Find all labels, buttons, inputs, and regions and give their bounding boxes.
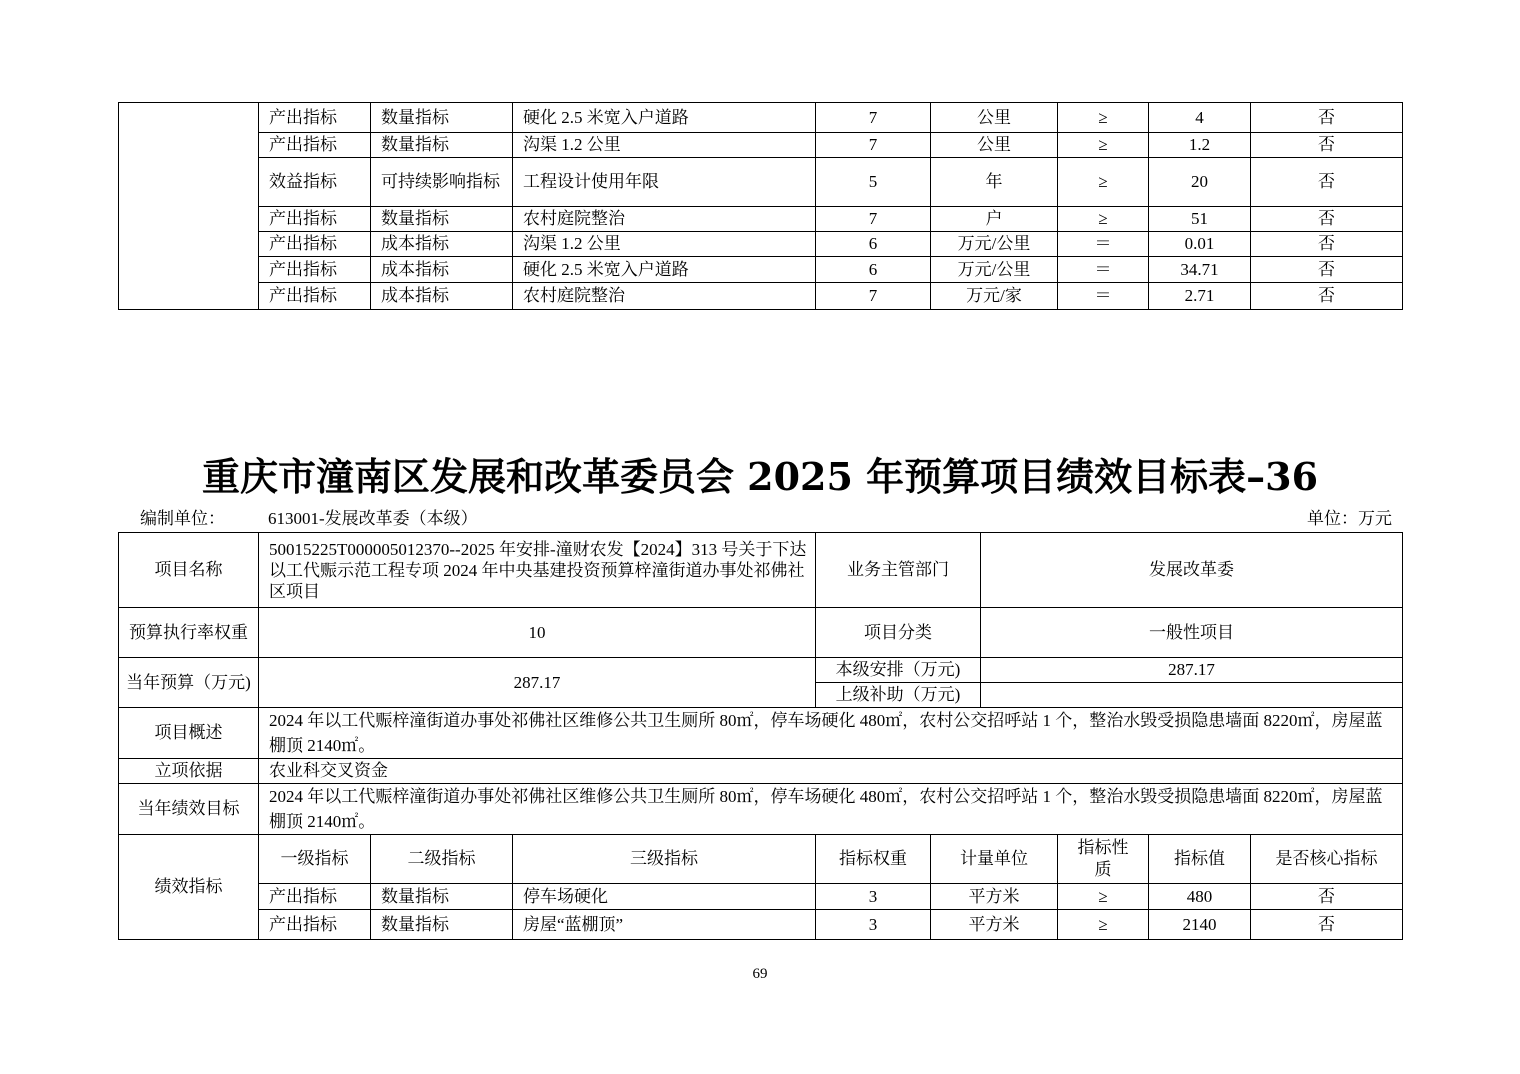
nature-cell: ≥ bbox=[1058, 884, 1149, 910]
blank-cell bbox=[119, 103, 259, 310]
table-row bbox=[119, 207, 1403, 232]
unit-cell: 万元/公里 bbox=[931, 257, 1058, 283]
table-row bbox=[119, 910, 1403, 940]
table-row bbox=[119, 103, 1403, 133]
currency-unit: 单位：万元 bbox=[1307, 509, 1392, 528]
level3-cell: 工程设计使用年限 bbox=[513, 158, 816, 207]
nature-cell: ＝ bbox=[1058, 283, 1149, 310]
budget-row bbox=[119, 658, 1403, 683]
level1-cell: 产出指标 bbox=[259, 207, 371, 232]
level1-cell: 产出指标 bbox=[259, 884, 371, 910]
level2-cell: 数量指标 bbox=[371, 103, 513, 133]
goal-row bbox=[119, 784, 1403, 835]
summary-row bbox=[119, 708, 1403, 759]
core-cell: 否 bbox=[1251, 884, 1403, 910]
table-row bbox=[119, 232, 1403, 257]
basis-value: 农业科交叉资金 bbox=[259, 759, 1403, 784]
perf-indicator-label: 绩效指标 bbox=[119, 835, 259, 940]
unit-cell: 公里 bbox=[931, 133, 1058, 158]
core-cell: 否 bbox=[1251, 158, 1403, 207]
value-cell: 2140 bbox=[1149, 910, 1251, 940]
nature-cell: ＝ bbox=[1058, 232, 1149, 257]
unit-value: 613001-发展改革委（本级） bbox=[268, 509, 478, 528]
core-cell: 否 bbox=[1251, 133, 1403, 158]
header-core: 是否核心指标 bbox=[1251, 835, 1403, 884]
core-cell: 否 bbox=[1251, 232, 1403, 257]
category-value: 一般性项目 bbox=[981, 608, 1403, 658]
unit-label: 编制单位： bbox=[140, 509, 225, 528]
project-name-value: 50015225T000005012370--2025 年安排-潼财农发【2024】313 号关于下达以工代赈示范工程专项 2024 年中央基建投资预算梓潼街道办事处祁佛社区项目 bbox=[259, 533, 816, 608]
upper-funding-value bbox=[981, 683, 1403, 708]
weight-cell: 6 bbox=[816, 257, 931, 283]
level1-cell: 产出指标 bbox=[259, 283, 371, 310]
exec-weight-row bbox=[119, 608, 1403, 658]
unit-cell: 万元/公里 bbox=[931, 232, 1058, 257]
unit-cell: 户 bbox=[931, 207, 1058, 232]
core-cell: 否 bbox=[1251, 910, 1403, 940]
nature-cell: ≥ bbox=[1058, 207, 1149, 232]
level2-cell: 可持续影响指标 bbox=[371, 158, 513, 207]
performance-goal-table bbox=[118, 532, 1403, 940]
summary-label: 项目概述 bbox=[119, 708, 259, 759]
weight-cell: 6 bbox=[816, 232, 931, 257]
dept-value: 发展改革委 bbox=[981, 533, 1403, 608]
value-cell: 0.01 bbox=[1149, 232, 1251, 257]
header-nature: 指标性质 bbox=[1058, 835, 1149, 884]
goal-value: 2024 年以工代赈梓潼街道办事处祁佛社区维修公共卫生厕所 80㎡，停车场硬化 480㎡，农村公交招呼站 1 个，整治水毁受损隐患墙面 8220㎡，房屋蓝棚顶 2140㎡。 bbox=[259, 784, 1403, 835]
weight-cell: 7 bbox=[816, 133, 931, 158]
basis-row bbox=[119, 759, 1403, 784]
header-level2: 二级指标 bbox=[371, 835, 513, 884]
table-row bbox=[119, 158, 1403, 207]
basis-label: 立项依据 bbox=[119, 759, 259, 784]
value-cell: 4 bbox=[1149, 103, 1251, 133]
weight-cell: 7 bbox=[816, 283, 931, 310]
nature-cell: ≥ bbox=[1058, 910, 1149, 940]
budget-label: 当年预算（万元) bbox=[119, 658, 259, 708]
indicator-header-row bbox=[119, 835, 1403, 884]
core-cell: 否 bbox=[1251, 103, 1403, 133]
level3-cell: 沟渠 1.2 公里 bbox=[513, 133, 816, 158]
nature-cell: ≥ bbox=[1058, 158, 1149, 207]
level3-cell: 沟渠 1.2 公里 bbox=[513, 232, 816, 257]
continuation-indicator-table bbox=[118, 102, 1403, 310]
upper-funding-label: 上级补助（万元) bbox=[816, 683, 981, 708]
weight-cell: 5 bbox=[816, 158, 931, 207]
project-name-label: 项目名称 bbox=[119, 533, 259, 608]
header-level3: 三级指标 bbox=[513, 835, 816, 884]
value-cell: 2.71 bbox=[1149, 283, 1251, 310]
level2-cell: 成本指标 bbox=[371, 283, 513, 310]
own-funding-value: 287.17 bbox=[981, 658, 1403, 683]
level2-cell: 数量指标 bbox=[371, 884, 513, 910]
category-label: 项目分类 bbox=[816, 608, 981, 658]
page-number: 69 bbox=[752, 966, 768, 982]
level1-cell: 产出指标 bbox=[259, 232, 371, 257]
nature-cell: ≥ bbox=[1058, 103, 1149, 133]
exec-weight-label: 预算执行率权重 bbox=[119, 608, 259, 658]
level3-cell: 停车场硬化 bbox=[513, 884, 816, 910]
unit-cell: 万元/家 bbox=[931, 283, 1058, 310]
level3-cell: 房屋“蓝棚顶” bbox=[513, 910, 816, 940]
level2-cell: 数量指标 bbox=[371, 133, 513, 158]
table-row bbox=[119, 257, 1403, 283]
level1-cell: 产出指标 bbox=[259, 257, 371, 283]
weight-cell: 7 bbox=[816, 207, 931, 232]
page-title: 重庆市潼南区发展和改革委员会 2025 年预算项目绩效目标表–36 bbox=[201, 454, 1319, 499]
core-cell: 否 bbox=[1251, 283, 1403, 310]
value-cell: 51 bbox=[1149, 207, 1251, 232]
level3-cell: 硬化 2.5 米宽入户道路 bbox=[513, 257, 816, 283]
level1-cell: 效益指标 bbox=[259, 158, 371, 207]
header-weight: 指标权重 bbox=[816, 835, 931, 884]
level1-cell: 产出指标 bbox=[259, 133, 371, 158]
level2-cell: 成本指标 bbox=[371, 232, 513, 257]
nature-cell: ＝ bbox=[1058, 257, 1149, 283]
table-row bbox=[119, 884, 1403, 910]
value-cell: 34.71 bbox=[1149, 257, 1251, 283]
weight-cell: 3 bbox=[816, 884, 931, 910]
weight-cell: 7 bbox=[816, 103, 931, 133]
header-value: 指标值 bbox=[1149, 835, 1251, 884]
value-cell: 1.2 bbox=[1149, 133, 1251, 158]
level3-cell: 硬化 2.5 米宽入户道路 bbox=[513, 103, 816, 133]
budget-value: 287.17 bbox=[259, 658, 816, 708]
goal-label: 当年绩效目标 bbox=[119, 784, 259, 835]
project-name-row bbox=[119, 533, 1403, 608]
table-row bbox=[119, 283, 1403, 310]
unit-cell: 平方米 bbox=[931, 910, 1058, 940]
own-funding-label: 本级安排（万元) bbox=[816, 658, 981, 683]
header-level1: 一级指标 bbox=[259, 835, 371, 884]
level2-cell: 成本指标 bbox=[371, 257, 513, 283]
weight-cell: 3 bbox=[816, 910, 931, 940]
summary-value: 2024 年以工代赈梓潼街道办事处祁佛社区维修公共卫生厕所 80㎡，停车场硬化 480㎡，农村公交招呼站 1 个，整治水毁受损隐患墙面 8220㎡，房屋蓝棚顶 2140㎡。 bbox=[259, 708, 1403, 759]
unit-cell: 年 bbox=[931, 158, 1058, 207]
core-cell: 否 bbox=[1251, 207, 1403, 232]
level1-cell: 产出指标 bbox=[259, 103, 371, 133]
level2-cell: 数量指标 bbox=[371, 910, 513, 940]
dept-label: 业务主管部门 bbox=[816, 533, 981, 608]
level1-cell: 产出指标 bbox=[259, 910, 371, 940]
core-cell: 否 bbox=[1251, 257, 1403, 283]
nature-cell: ≥ bbox=[1058, 133, 1149, 158]
value-cell: 480 bbox=[1149, 884, 1251, 910]
value-cell: 20 bbox=[1149, 158, 1251, 207]
level2-cell: 数量指标 bbox=[371, 207, 513, 232]
unit-cell: 平方米 bbox=[931, 884, 1058, 910]
level3-cell: 农村庭院整治 bbox=[513, 207, 816, 232]
level3-cell: 农村庭院整治 bbox=[513, 283, 816, 310]
unit-cell: 公里 bbox=[931, 103, 1058, 133]
table-row bbox=[119, 133, 1403, 158]
header-unit: 计量单位 bbox=[931, 835, 1058, 884]
exec-weight-value: 10 bbox=[259, 608, 816, 658]
